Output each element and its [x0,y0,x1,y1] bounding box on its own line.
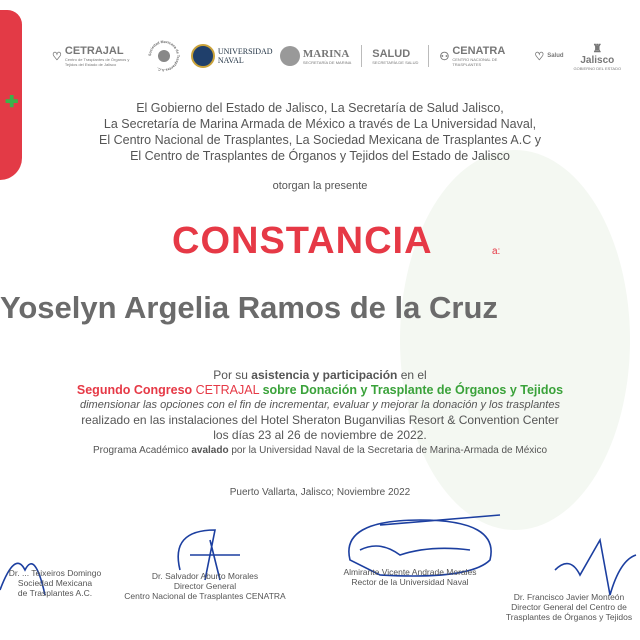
certificate-title: CONSTANCIA [172,220,433,262]
divider [428,45,429,67]
heart-hand-icon: ♡ [52,50,62,63]
smt-logo-name: Sociedad Mexicana de Trasplantes A.C. [147,39,180,73]
title-suffix: a: [492,246,501,257]
certificate-body: Por su asistencia y participación en el Segundo Congreso CETRAJAL sobre Donación y Trasplante de Órganos y Tejidos dimensionar las opciones con el fin de incrementar, evaluar y mejorar la donación y los trasplantes realizado en las instalaciones del Hotel Sheraton Buganvilias Resort & Convention Center los días 23 al 26 de noviembre de 2022. Programa Académico avalado por la Universidad Naval de la Secretaria de Marina-Armada de México [76,368,564,456]
place-date: Puerto Vallarta, Jalisco; Noviembre 2022 [229,487,411,498]
divider [361,45,362,67]
signature-4 [555,540,636,595]
signature-block-cenatra: Dr. Salvador Aburto Morales Director General Centro Nacional de Trasplantes CENATRA [124,571,286,601]
smt-emblem-icon [147,39,181,73]
signature-block-smt: Dr. ... Teixeiros Domingo Sociedad Mexicana de Trasplantes A.C. [8,568,102,598]
crest-icon: ♜ [592,42,603,55]
signature-block-cetrajal: Dr. Francisco Javier Monteón Director General del Centro de Trasplantes de Órganos y Tejidos [505,592,633,622]
smt-logo [147,39,181,73]
cenatra-logo: ⚇ CENATRA CENTRO NACIONAL DE TRASPLANTES [439,45,506,67]
salud-logo: SALUD SECRETARÍA DE SALUD [372,47,419,65]
heart-pulse-icon: ♡ [534,50,545,63]
unaval-logo: UNIVERSIDAD NAVAL [191,44,270,68]
background-watermark [400,150,630,530]
unaval-emblem-icon [191,44,215,68]
marina-logo: MARINA SECRETARÍA DE MARINA [280,46,351,66]
grant-text: otorgan la presente [272,180,368,192]
salud-jalisco-logo: ♡ Salud [534,50,564,63]
logo-bar [52,36,632,76]
marina-emblem-icon [280,46,300,66]
recipient-name: Yoselyn Argelia Ramos de la Cruz [0,290,498,325]
people-icon: ⚇ [439,50,450,63]
jalisco-logo: ♜ Jalisco GOBIERNO DEL ESTADO [573,42,622,71]
issuers-text: El Gobierno del Estado de Jalisco, La Secretaría de Salud Jalisco, La Secretaría de Marina Armada de México a través de La Universidad Naval, El Centro Nacional de Trasplantes, La Sociedad Mexicana de Trasplantes A.C y El Centro de Trasplantes de Órganos y Tejidos del Estado de Jalisco [99,101,541,163]
cetrajal-logo: ♡ CETRAJAL Centro de Trasplantes de Órganos y Tejidos del Estado de Jalisco [52,45,130,67]
signature-block-unaval: Almirante Vicente Andrade Morales Rector de la Universidad Naval [343,567,477,587]
plus-icon: ✚ [5,94,19,111]
